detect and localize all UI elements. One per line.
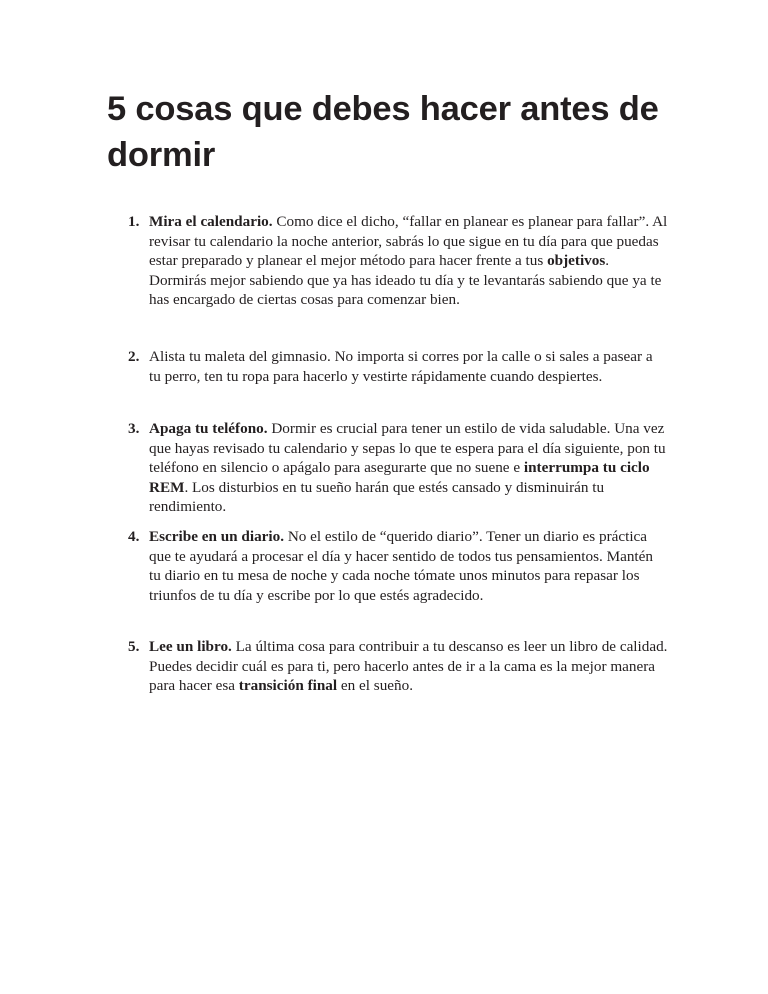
list-item-number: 2.: [128, 348, 140, 365]
list-item-number: 4.: [128, 528, 140, 545]
list-item-lead: Apaga tu teléfono.: [149, 420, 268, 437]
list-item-text: [149, 212, 668, 310]
list-item: [128, 527, 668, 605]
list-item: [128, 212, 668, 310]
list-item-text: [149, 419, 668, 517]
list-item-number: 5.: [128, 638, 140, 655]
list-item-body: . Los disturbios en tu sueño harán que estés cansado y disminuirán tu rendimiento.: [149, 478, 605, 515]
list-item-body: La última cosa para contribuir a tu descanso es leer un libro de calidad. Puedes decidir cuál es para ti, pero hacerlo antes de ir a la cama es la mejor manera para hacer esa: [149, 638, 668, 694]
list-item-body: . Dormirás mejor sabiendo que ya has ideado tu día y te levantarás sabiendo que ya te has encargado de ciertas cosas para comenzar bien.: [149, 252, 662, 308]
list-item-body: Dormir es crucial para tener un estilo de vida saludable. Una vez que hayas revisado tu calendario y sepas lo que te espera para el día siguiente, pon tu teléfono en silencio o apágalo para asegurarte que no suene e: [149, 420, 666, 476]
list-item-lead: Lee un libro.: [149, 638, 232, 655]
list-item-number: 3.: [128, 420, 140, 437]
list-item-body: en el sueño.: [337, 677, 414, 694]
list-item-emphasis: interrumpa tu ciclo REM: [149, 459, 650, 496]
list-item-text: [149, 637, 668, 696]
list-item-body: Como dice el dicho, “fallar en planear es planear para fallar”. Al revisar tu calendario la noche anterior, sabrás lo que sigue en tu día para que puedas estar preparado y planear el mejor método para hacer frente a tus: [149, 213, 668, 269]
list-item: [128, 347, 668, 386]
list-item: [128, 419, 668, 517]
page-title: 5 cosas que debes hacer antes de dormir: [107, 90, 659, 174]
list-item-emphasis: transición final: [238, 677, 338, 694]
list-item-body: No el estilo de “querido diario”. Tener un diario es práctica que te ayudará a procesar el día y hacer sentido de todos tus pensamientos. Mantén tu diario en tu mesa de noche y cada noche tómate unos minutos para repasar los triunfos de tu día y escribe por lo que estés agradecido.: [149, 528, 653, 604]
list-item-lead: Escribe en un diario.: [149, 528, 285, 545]
list-item: [128, 637, 668, 696]
list-item-lead: Mira el calendario.: [149, 213, 273, 230]
list-item-number: 1.: [128, 213, 140, 230]
list-item-emphasis: objetivos: [547, 252, 606, 269]
list-item-text: [149, 347, 668, 386]
list-item-body: Alista tu maleta del gimnasio. No importa si corres por la calle o si sales a pasear a tu perro, ten tu ropa para hacerlo y vestirte rápidamente cuando despiertes.: [149, 348, 653, 385]
list-item-text: [149, 527, 668, 605]
